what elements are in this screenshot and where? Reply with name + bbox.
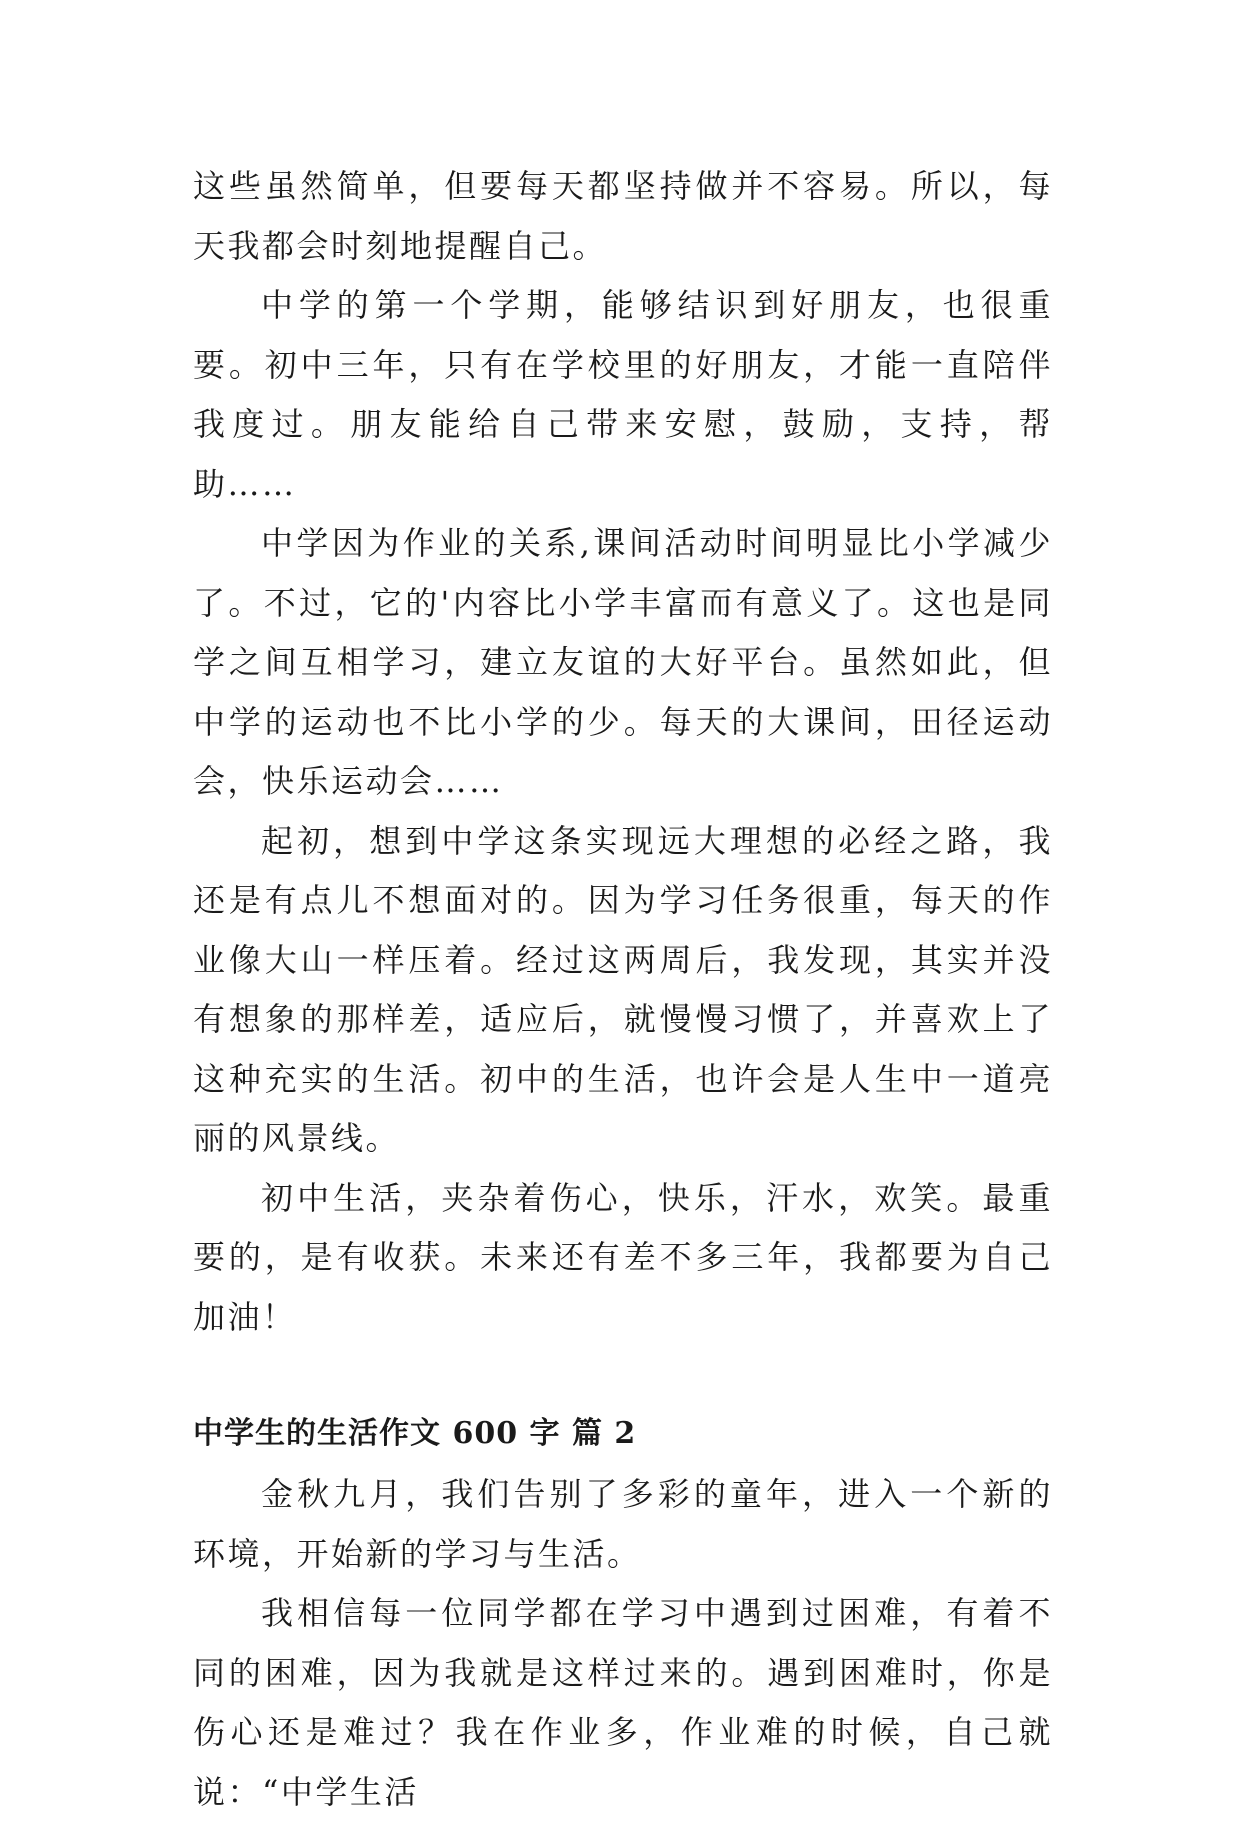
paragraph: 中学的第一个学期，能够结识到好朋友，也很重要。初中三年，只有在学校里的好朋友，才能一直陪伴我度过。朋友能给自己带来安慰，鼓励，支持，帮助……: [193, 286, 1053, 503]
document-body: [193, 157, 1053, 1822]
section-heading: 中学生的生活作文 600 字 篇 2: [193, 1416, 637, 1451]
paragraph: 中学因为作业的关系,课间活动时间明显比小学减少了。不过，它的'内容比小学丰富而有意义了。这也是同学之间互相学习，建立友谊的大好平台。虽然如此，但中学的运动也不比小学的少。每天的大课间，田径运动会，快乐运动会……: [193, 524, 1053, 800]
paragraph: 起初，想到中学这条实现远大理想的必经之路，我还是有点儿不想面对的。因为学习任务很重，每天的作业像大山一样压着。经过这两周后，我发现，其实并没有想象的那样差，适应后，就慢慢习惯了，并喜欢上了这种充实的生活。初中的生活，也许会是人生中一道亮丽的风景线。: [193, 821, 1053, 1157]
paragraph: 金秋九月，我们告别了多彩的童年，进入一个新的环境，开始新的学习与生活。: [193, 1475, 1053, 1573]
paragraph: 初中生活，夹杂着伤心，快乐，汗水，欢笑。最重要的，是有收获。未来还有差不多三年，我都要为自己加油！: [193, 1178, 1053, 1336]
paragraph: 我相信每一位同学都在学习中遇到过困难，有着不同的困难，因为我就是这样过来的。遇到困难时，你是伤心还是难过？我在作业多，作业难的时候，自己就说：“中学生活: [193, 1594, 1053, 1811]
paragraph: 这些虽然简单，但要每天都坚持做并不容易。所以，每天我都会时刻地提醒自己。: [193, 167, 1053, 265]
